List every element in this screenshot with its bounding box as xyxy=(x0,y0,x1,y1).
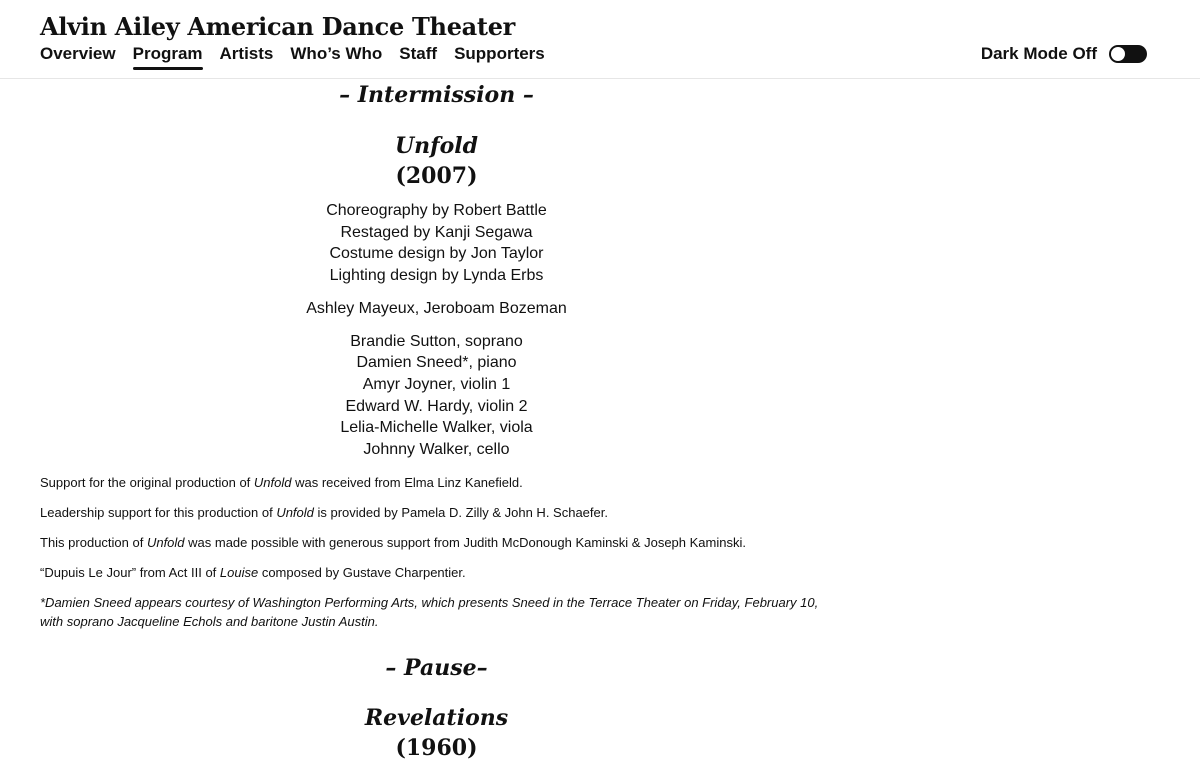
credit-line: Choreography by Robert Battle xyxy=(326,202,547,219)
program-content xyxy=(40,80,830,763)
dark-mode-control xyxy=(981,44,1147,64)
tab-overview[interactable]: Overview xyxy=(40,44,116,63)
production-notes xyxy=(40,473,830,631)
note-production-support: This production of Unfold was made possible with generous support from Judith McDonough Kaminski & Joseph Kaminski. xyxy=(40,534,746,550)
note-music-credit: “Dupuis Le Jour” from Act III of Louise composed by Gustave Charpentier. xyxy=(40,564,466,580)
tab-whos-who[interactable]: Who’s Who xyxy=(290,44,383,63)
credit-line: Lighting design by Lynda Erbs xyxy=(329,267,544,285)
site-title[interactable]: Alvin Ailey American Dance Theater xyxy=(40,12,516,41)
musician-line: Edward W. Hardy, violin 2 xyxy=(345,397,528,415)
musician-line: Lelia-Michelle Walker, viola xyxy=(340,419,533,437)
musician-line: Amyr Joyner, violin 1 xyxy=(362,375,511,393)
work-title: Unfold xyxy=(394,133,479,159)
nav-tabs xyxy=(40,44,545,68)
work-title: Revelations xyxy=(364,704,509,731)
toggle-knob xyxy=(1111,47,1125,61)
musician-line: Johnny Walker, cello xyxy=(363,441,510,459)
tab-program[interactable]: Program xyxy=(133,44,203,68)
intermission-heading: – Intermission – xyxy=(339,82,534,108)
tab-artists[interactable]: Artists xyxy=(219,44,274,63)
musician-line: Brandie Sutton, soprano xyxy=(350,332,523,350)
tab-supporters[interactable]: Supporters xyxy=(454,44,545,63)
tab-staff[interactable]: Staff xyxy=(399,44,438,63)
note-original-support: Support for the original production of Unfold was received from Elma Linz Kanefield. xyxy=(40,474,523,490)
musicians-list xyxy=(40,331,833,461)
work-unfold xyxy=(40,131,833,461)
dark-mode-toggle[interactable] xyxy=(1109,45,1147,63)
credits-list xyxy=(40,200,833,287)
work-revelations xyxy=(40,703,833,763)
pause-heading: – Pause– xyxy=(385,654,488,681)
note-leadership-support: Leadership support for this production of Unfold is provided by Pamela D. Zilly & John H. Schaefer. xyxy=(40,504,608,520)
work-year: (1960) xyxy=(395,734,478,761)
dark-mode-label: Dark Mode Off xyxy=(980,44,1097,63)
credit-line: Restaged by Kanji Segawa xyxy=(340,223,533,241)
dancers: Ashley Mayeux, Jeroboam Bozeman xyxy=(306,299,567,317)
credit-line: Costume design by Jon Taylor xyxy=(329,245,544,263)
work-year: (2007) xyxy=(395,163,478,189)
musician-line: Damien Sneed*, piano xyxy=(356,354,517,372)
site-header xyxy=(0,0,1200,79)
note-courtesy: *Damien Sneed appears courtesy of Washington Performing Arts, which presents Sneed in the Terrace Theater on Friday, February 10, with soprano Jacqueline Echols and baritone Justin Austin. xyxy=(40,594,819,629)
